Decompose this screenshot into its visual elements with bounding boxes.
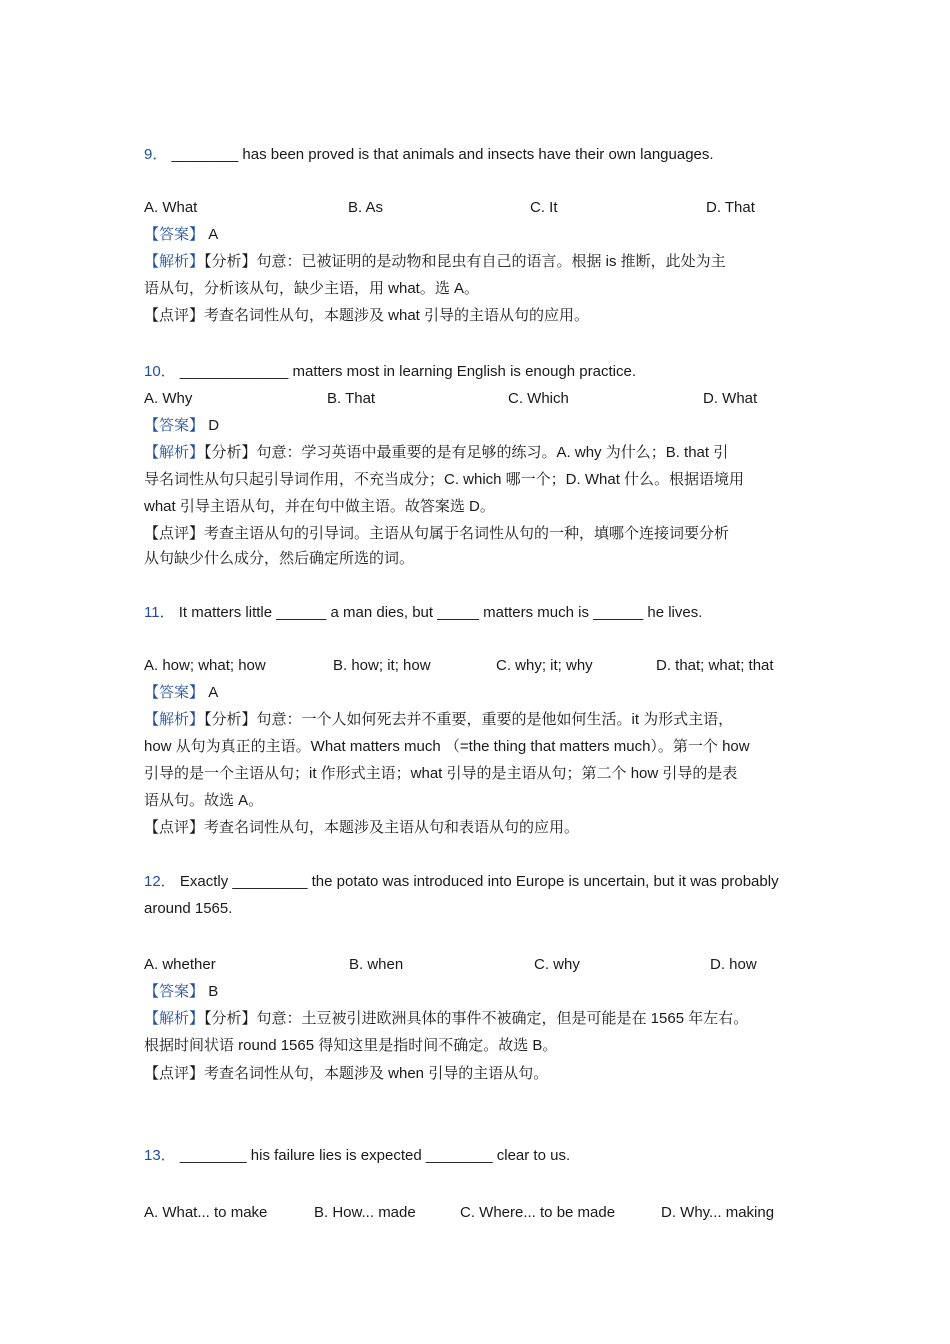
comment-line: 【点评】考查名词性从句，本题涉及 when 引导的主语从句。 — [144, 1065, 549, 1082]
option-b: B. when — [349, 956, 404, 973]
question-10-stem — [144, 362, 636, 382]
question-13-stem — [144, 1146, 570, 1166]
question-text: _____________ matters most in learning English is enough practice. — [179, 363, 636, 380]
option-c: C. why; it; why — [496, 657, 593, 674]
analysis-line: how 从句为真正的主语。What matters much （=the thing that matters much）。第一个 how — [144, 738, 750, 755]
analysis-tag: 【解析】 — [144, 444, 205, 461]
question-text-continued: around 1565. — [144, 900, 233, 917]
question-text: It matters little ______ a man dies, but _____ matters much is ______ he lives. — [178, 604, 703, 621]
question-text: Exactly _________ the potato was introduced into Europe is uncertain, but it was probably — [179, 873, 779, 890]
question-12-stem — [144, 872, 779, 892]
option-d: D. that; what; that — [656, 657, 774, 674]
question-number: 10． — [144, 363, 176, 380]
option-d: D. Why... making — [661, 1204, 775, 1221]
answer-line — [144, 225, 218, 245]
analysis-line: 引导的是一个主语从句；it 作形式主语；what 引导的是主语从句；第二个 how 引导的是表 — [144, 765, 738, 782]
analysis-line: what 引导主语从句，并在句中做主语。故答案选 D。 — [144, 498, 495, 515]
option-c: C. why — [534, 956, 580, 973]
analysis-text: 【分析】句意：学习英语中最重要的是有足够的练习。A. why 为什么；B. that 引 — [204, 444, 729, 461]
answer-tag: 【答案】 — [144, 226, 205, 243]
question-11-stem — [144, 603, 702, 623]
answer-tag: 【答案】 — [144, 983, 205, 1000]
option-a: A. Why — [144, 390, 193, 407]
analysis-tag: 【解析】 — [144, 253, 205, 270]
option-a: A. What — [144, 199, 198, 216]
answer-line — [144, 416, 219, 436]
option-c: C. It — [530, 199, 558, 216]
option-a: A. how; what; how — [144, 657, 266, 674]
question-number: 12． — [144, 873, 176, 890]
option-b: B. That — [327, 390, 376, 407]
analysis-line — [144, 252, 726, 272]
option-d: D. What — [703, 390, 758, 407]
analysis-line: 导名词性从句只起引导词作用，不充当成分；C. which 哪一个；D. What 什么。根据语境用 — [144, 471, 745, 488]
answer-value: D — [208, 417, 220, 434]
comment-line: 从句缺少什么成分，然后确定所选的词。 — [144, 550, 415, 567]
analysis-text: 【分析】句意：一个人如何死去并不重要，重要的是他如何生活。it 为形式主语， — [204, 711, 734, 728]
option-a: A. What... to make — [144, 1204, 268, 1221]
option-c: C. Where... to be made — [460, 1204, 616, 1221]
analysis-line — [144, 1009, 748, 1029]
analysis-line — [144, 710, 733, 730]
answer-line — [144, 982, 218, 1002]
analysis-text: 【分析】句意：已被证明的是动物和昆虫有自己的语言。根据 is 推断，此处为主 — [204, 253, 726, 270]
answer-line — [144, 683, 218, 703]
answer-value: B — [208, 983, 219, 1000]
analysis-line: 根据时间状语 round 1565 得知这里是指时间不确定。故选 B。 — [144, 1037, 558, 1054]
option-b: B. How... made — [314, 1204, 416, 1221]
option-b: B. how; it; how — [333, 657, 431, 674]
option-a: A. whether — [144, 956, 216, 973]
option-d: D. That — [706, 199, 755, 216]
answer-value: A — [208, 684, 219, 701]
answer-tag: 【答案】 — [144, 417, 205, 434]
question-number: 9． — [144, 146, 168, 163]
analysis-line: 语从句。故选 A。 — [144, 792, 264, 809]
comment-line: 【点评】考查主语从句的引导词。主语从句属于名词性从句的一种，填哪个连接词要分析 — [144, 525, 730, 542]
question-number: 13． — [144, 1147, 176, 1164]
analysis-line: 语从句，分析该从句，缺少主语，用 what。选 A。 — [144, 280, 480, 297]
option-d: D. how — [710, 956, 757, 973]
analysis-tag: 【解析】 — [144, 1010, 205, 1027]
answer-value: A — [208, 226, 219, 243]
option-b: B. As — [348, 199, 384, 216]
question-number: 11． — [144, 604, 175, 621]
question-text: ________ has been proved is that animals and insects have their own languages. — [171, 146, 714, 163]
question-9-stem — [144, 145, 714, 165]
comment-line: 【点评】考查名词性从句，本题涉及 what 引导的主语从句的应用。 — [144, 307, 590, 324]
option-c: C. Which — [508, 390, 569, 407]
analysis-text: 【分析】句意：土豆被引进欧洲具体的事件不被确定，但是可能是在 1565 年左右。 — [204, 1010, 749, 1027]
analysis-line — [144, 443, 728, 463]
question-text: ________ his failure lies is expected ________ clear to us. — [179, 1147, 571, 1164]
answer-tag: 【答案】 — [144, 684, 205, 701]
comment-line: 【点评】考查名词性从句，本题涉及主语从句和表语从句的应用。 — [144, 819, 580, 836]
analysis-tag: 【解析】 — [144, 711, 205, 728]
